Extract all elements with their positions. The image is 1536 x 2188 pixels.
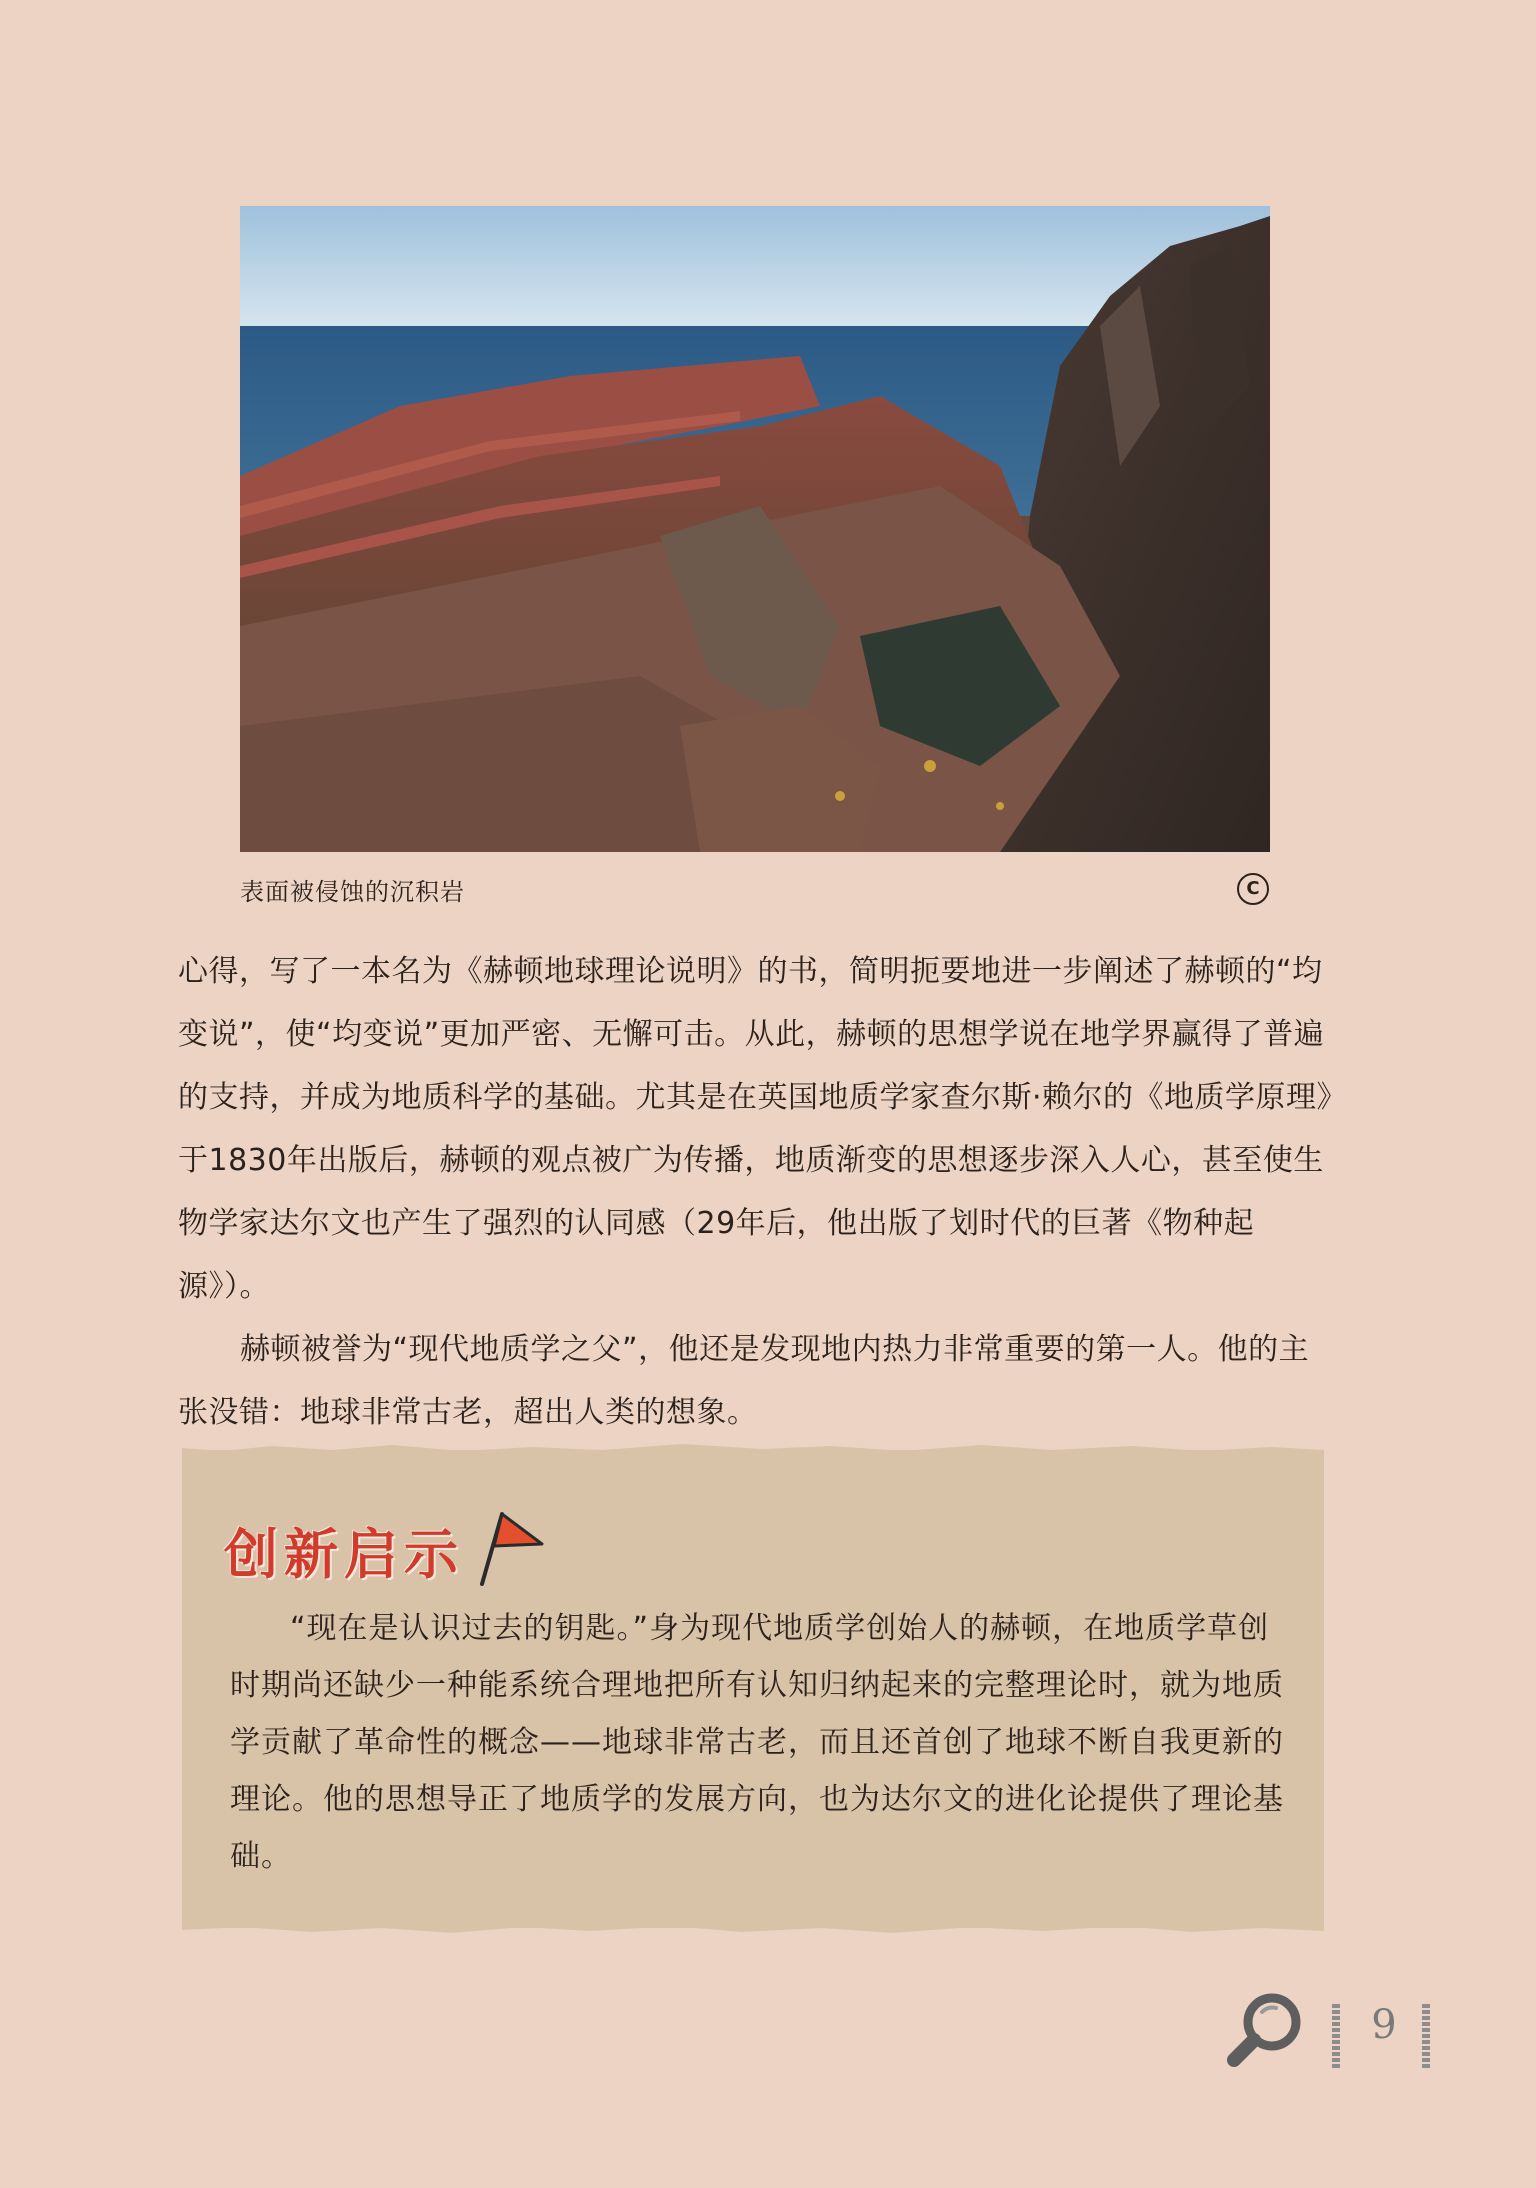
page-number-bar-left (1332, 2004, 1340, 2068)
box-text: “现在是认识过去的钥匙。”身为现代地质学创始人的赫顿，在地质学草创时期尚还缺少一种能系统合理地把所有认知归纳起来的完整理论时，就为地质学贡献了革命性的概念——地球非常古老，而且还首创了地球不断自我更新的理论。他的思想导正了地质学的发展方向，也为达尔文的进化论提供了理论基础。 (230, 1611, 1284, 1874)
page-number-bar-right (1422, 2004, 1430, 2068)
innovation-insight-box (182, 1450, 1324, 1928)
magnifier-icon (1222, 1988, 1306, 2072)
page-number: 9 (1371, 2002, 1397, 2048)
sedimentary-rock-photo (240, 206, 1270, 852)
photo-caption: 表面被侵蚀的沉积岩 (240, 878, 465, 906)
flag-icon (472, 1508, 544, 1586)
copyright-icon: C (1237, 873, 1269, 905)
torn-edge-top (182, 1442, 1324, 1456)
main-text (178, 940, 1334, 1444)
paragraph: 心得，写了一本名为《赫顿地球理论说明》的书，简明扼要地进一步阐述了赫顿的“均变说”，使“均变说”更加严密、无懈可击。从此，赫顿的思想学说在地学界赢得了普遍的支持，并成为地质科学的基础。尤其是在英国地质学家查尔斯·赖尔的《地质学原理》于1830年出版后，赫顿的观点被广为传播，地质渐变的思想逐步深入人心，甚至使生物学家达尔文也产生了强烈的认同感（29年后，他出版了划时代的巨著《物种起源》）。 (178, 954, 1333, 1304)
box-title: 创新启示 (224, 1522, 464, 1586)
torn-edge-bottom (182, 1922, 1324, 1936)
coast-rock-illustration (240, 206, 1270, 852)
paragraph: 赫顿被誉为“现代地质学之父”，他还是发现地内热力非常重要的第一人。他的主张没错：地球非常古老，超出人类的想象。 (178, 1332, 1310, 1430)
